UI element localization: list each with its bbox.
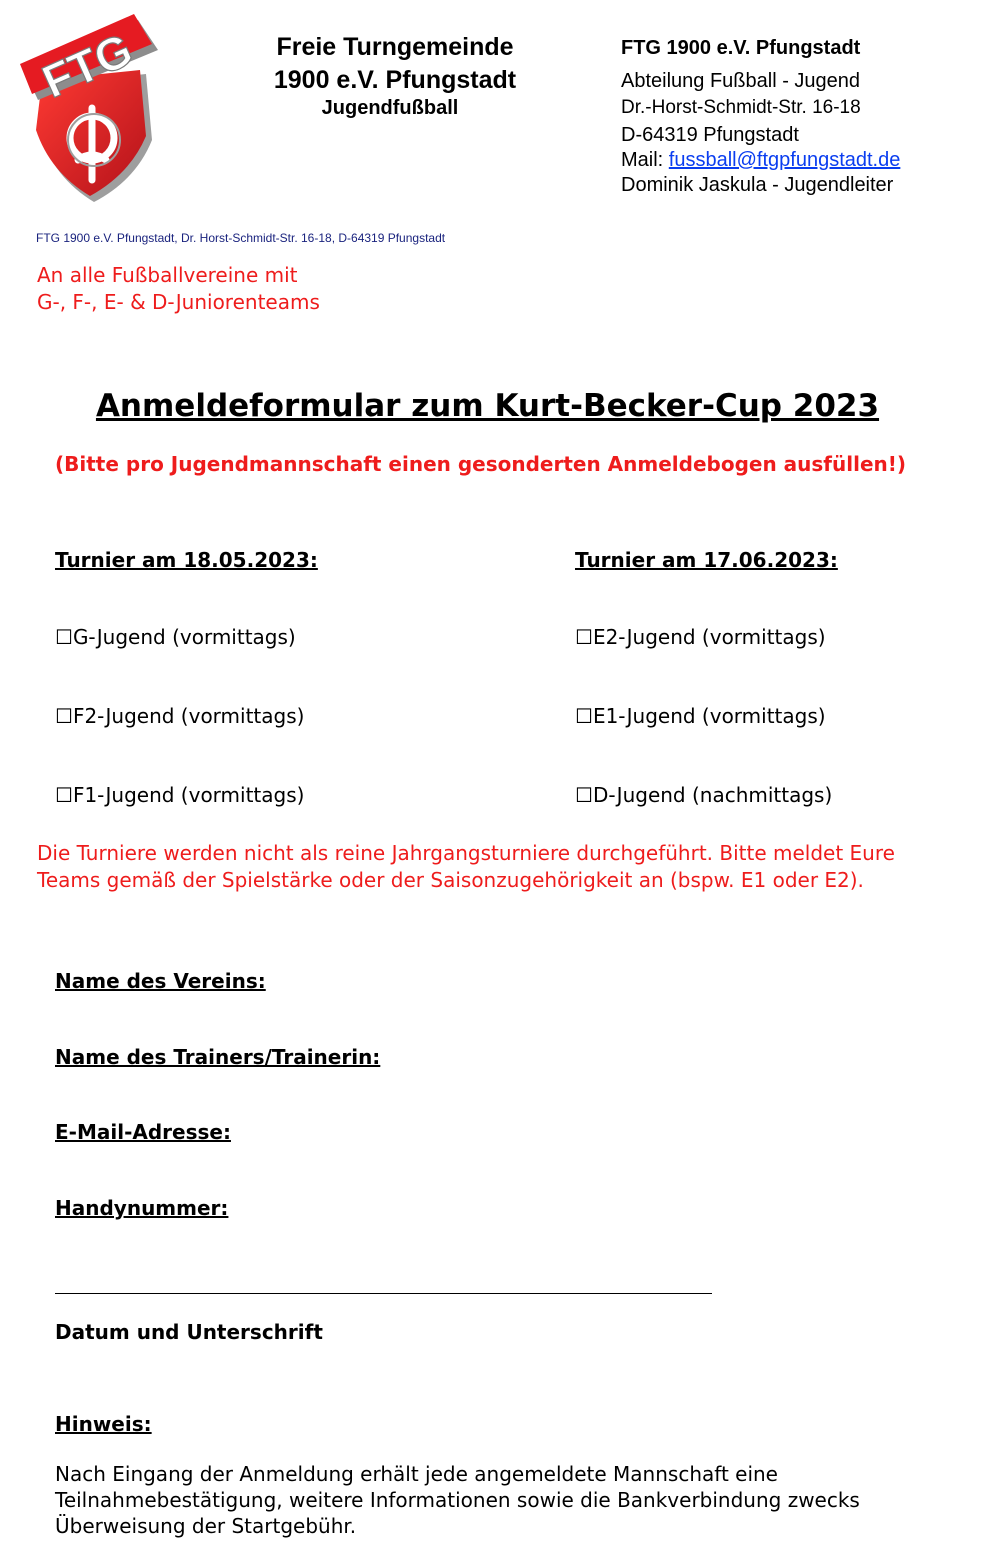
contact-department: Abteilung Fußball - Jugend: [621, 70, 861, 92]
logo-text: FTG: [34, 22, 140, 108]
recipient-line2: G-, F-, E- & D-Juniorenteams: [37, 290, 320, 314]
tournament-1-heading: Turnier am 18.05.2023:: [55, 548, 318, 572]
signature-line[interactable]: [55, 1293, 712, 1294]
field-club-name[interactable]: Name des Vereins:: [55, 969, 266, 993]
notice-text: Die Turniere werden nicht als reine Jahrgangsturniere durchgeführt. Bitte meldet Eure Teams gemäß der Spielstärke oder der Saisonzugehörigkeit an (bspw. E1 oder E2).: [37, 841, 895, 892]
option-label: F1-Jugend (vormittags): [72, 783, 305, 807]
club-subtitle: Jugendfußball: [321, 97, 459, 119]
checkbox-icon[interactable]: ☐: [55, 704, 73, 728]
option-label: D-Jugend (nachmittags): [592, 783, 833, 807]
sender-line: FTG 1900 e.V. Pfungstadt, Dr. Horst-Schmidt-Str. 16-18, D-64319 Pfungstadt: [36, 231, 446, 245]
option-label: E1-Jugend (vormittags): [592, 704, 826, 728]
option-g-jugend[interactable]: [55, 625, 296, 649]
option-e1-jugend[interactable]: [575, 704, 826, 728]
field-email[interactable]: E-Mail-Adresse:: [55, 1120, 231, 1144]
recipient: [37, 262, 320, 316]
tournament-2-heading: Turnier am 17.06.2023:: [575, 548, 838, 572]
checkbox-icon[interactable]: ☐: [55, 625, 73, 649]
page-subtitle: (Bitte pro Jugendmannschaft einen gesonderten Anmeldebogen ausfüllen!): [55, 452, 907, 476]
option-f2-jugend[interactable]: [55, 704, 304, 728]
option-d-jugend[interactable]: [575, 783, 832, 807]
checkbox-icon[interactable]: ☐: [55, 783, 73, 807]
contact-org: FTG 1900 e.V. Pfungstadt: [621, 37, 861, 59]
club-name-line2: 1900 e.V. Pfungstadt: [273, 66, 517, 94]
hint-heading: Hinweis:: [55, 1412, 152, 1436]
checkbox-icon[interactable]: ☐: [575, 625, 593, 649]
contact-mail: [621, 149, 900, 172]
option-f1-jugend[interactable]: [55, 783, 304, 807]
hint-text: Nach Eingang der Anmeldung erhält jede angemeldete Mannschaft eine Teilnahmebestätigung, weitere Informationen sowie die Bankverbindung zwecks Überweisung der Startgebühr.: [55, 1462, 860, 1538]
field-trainer-name[interactable]: Name des Trainers/Trainerin:: [55, 1045, 381, 1069]
option-label: E2-Jugend (vormittags): [592, 625, 826, 649]
option-label: F2-Jugend (vormittags): [72, 704, 305, 728]
contact-mail-label: Mail:: [621, 149, 669, 171]
field-phone[interactable]: Handynummer:: [55, 1196, 229, 1220]
contact-person: Dominik Jaskula - Jugendleiter: [621, 174, 894, 196]
contact-street: Dr.-Horst-Schmidt-Str. 16-18: [621, 97, 861, 118]
checkbox-icon[interactable]: ☐: [575, 704, 593, 728]
club-name-line1: Freie Turngemeinde: [276, 33, 514, 61]
option-e2-jugend[interactable]: [575, 625, 826, 649]
signature-label: Datum und Unterschrift: [55, 1320, 323, 1344]
club-name: [230, 31, 560, 97]
option-label: G-Jugend (vormittags): [72, 625, 296, 649]
recipient-line1: An alle Fußballvereine mit: [37, 263, 298, 287]
page-title: Anmeldeformular zum Kurt-Becker-Cup 2023: [95, 388, 880, 424]
contact-city: D-64319 Pfungstadt: [621, 124, 799, 146]
contact-mail-link[interactable]: fussball@ftgpfungstadt.de: [668, 149, 901, 171]
ftg-shield-logo: [18, 12, 158, 204]
checkbox-icon[interactable]: ☐: [575, 783, 593, 807]
